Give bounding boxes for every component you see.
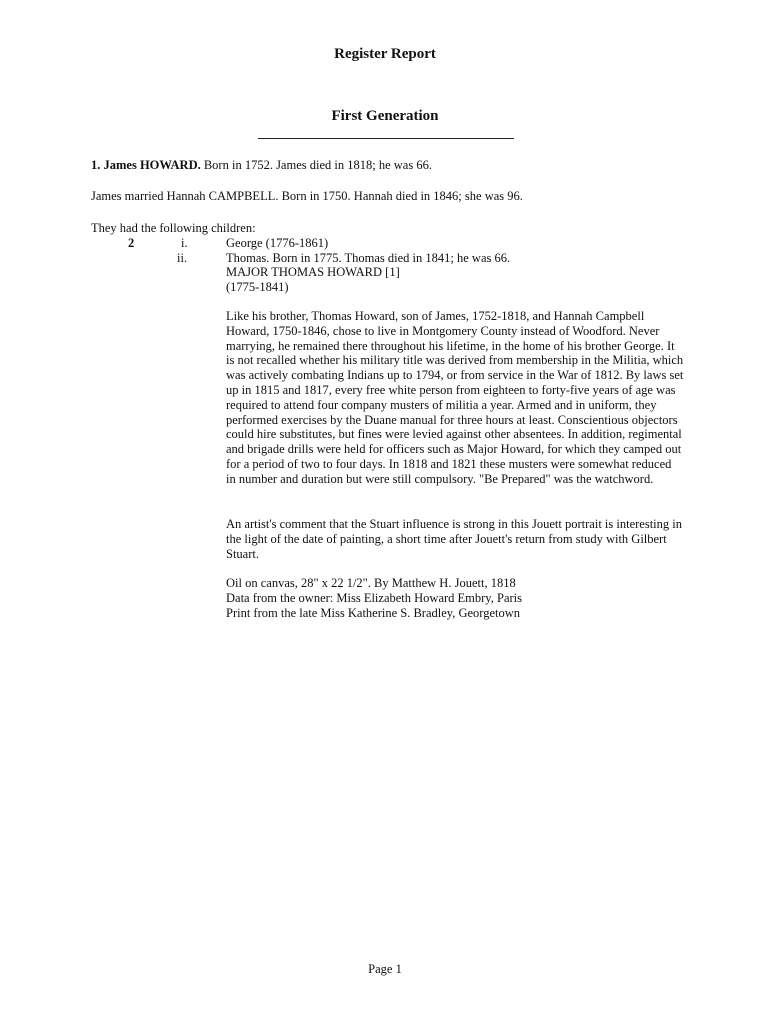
report-title: Register Report	[334, 46, 436, 62]
print-credit-line: Print from the late Miss Katherine S. Bradley, Georgetown	[226, 606, 521, 620]
artist-comment-paragraph: An artist's comment that the Stuart influence is strong in this Jouett portrait is interesting in the light of the date of painting, a short time after Jouett's return from study with Gilbert Stuart.	[226, 517, 682, 561]
children-intro: They had the following children:	[91, 221, 256, 235]
child-ref: 2	[128, 236, 135, 250]
person-details: Born in 1752. James died in 1818; he was 66.	[200, 158, 432, 172]
painting-credit-line: Oil on canvas, 28" x 22 1/2". By Matthew H. Jouett, 1818	[226, 576, 516, 590]
owner-credit-line: Data from the owner: Miss Elizabeth Howard Embry, Paris	[226, 591, 522, 605]
generation-heading: First Generation	[331, 108, 439, 124]
marriage-line: James married Hannah CAMPBELL. Born in 1750. Hannah died in 1846; she was 96.	[91, 189, 523, 203]
thomas-title: MAJOR THOMAS HOWARD [1]	[226, 265, 400, 279]
thomas-years: (1775-1841)	[226, 280, 289, 294]
page-number: Page 1	[368, 962, 402, 976]
child-numeral: i.	[181, 236, 188, 250]
biography-paragraph: Like his brother, Thomas Howard, son of James, 1752-1818, and Hannah Campbell Howard, 1750-1846, chose to live in Montgomery County instead of Woodford. Never marrying, he remained there throughout his lifetime, in the home of his brother George. It is not recalled whether his military title was derived from membership in the Militia, which was actively combating Indians up to 1794, or from service in the War of 1812. By laws set up in 1815 and 1817, every free white person from eighteen to forty-five years of age was required to attend four company musters of militia a year. Armed and in uniform, they performed exercises by the Duane manual for three hours at least. Conscientious objectors could hire substitutes, but fines were levied against other absentees. In addition, regimental and brigade drills were held for officers such as Major Howard, for which they camped out for a period of two to four days. In 1818 and 1821 these musters were somewhat reduced in number and duration but were still compulsory. "Be Prepared" was the watchword.	[226, 309, 684, 486]
child-numeral: ii.	[177, 251, 188, 265]
child-text: Thomas. Born in 1775. Thomas died in 1841; he was 66.	[226, 251, 511, 265]
person-name: 1. James HOWARD.	[91, 158, 201, 172]
heading-underline	[258, 138, 514, 139]
person-entry	[91, 158, 432, 173]
child-text: George (1776-1861)	[226, 236, 329, 250]
